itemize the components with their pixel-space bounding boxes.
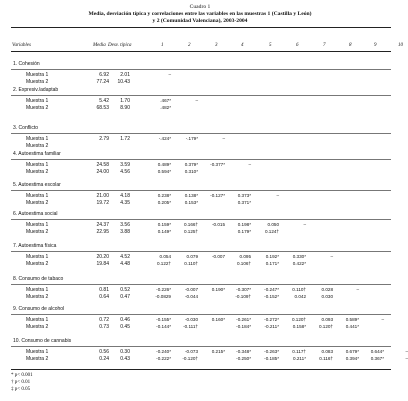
corr-cell: – (405, 349, 408, 354)
row-media: 24.58 (96, 162, 109, 168)
corr-cell: 0.054 (159, 254, 171, 259)
corr-cell: 0.158* (292, 324, 306, 329)
row-media: 19.84 (96, 261, 109, 267)
corr-cell: 0.124† (264, 229, 279, 234)
row-label: Muestra 1 (26, 254, 49, 260)
corr-cell: 0.042 (294, 294, 306, 299)
corr-cell: .467* (160, 98, 171, 103)
corr-cell: 0.153* (184, 200, 198, 205)
row-label: Muestra 2 (26, 143, 49, 149)
corr-cell: -0.263* (264, 349, 279, 354)
corr-cell: 0.125† (183, 229, 198, 234)
corr-cell: -0.211* (264, 324, 279, 329)
row-media: 0.56 (99, 349, 109, 355)
corr-cell: 0.192* (265, 254, 279, 259)
corr-cell: 0.050 (267, 222, 279, 227)
section-title: 6. Autoestima social (13, 211, 58, 217)
row-label: Muestra 1 (26, 162, 49, 168)
section-rule (11, 190, 391, 191)
row-label: Muestra 1 (26, 349, 49, 355)
corr-cell: -0.030 (184, 317, 198, 322)
table-number: Cuadro 1 (189, 4, 211, 10)
row-desv: 10.43 (117, 79, 130, 85)
section-title: 7. Autoestima física (13, 243, 57, 249)
corr-cell: -0.348* (236, 349, 251, 354)
corr-cell: 0.373* (237, 193, 251, 198)
row-media: 24.37 (96, 222, 109, 228)
row-desv: 0.30 (120, 349, 130, 355)
row-label: Muestra 1 (26, 72, 49, 78)
corr-cell: -0.272* (264, 317, 279, 322)
corr-cell: 0.679* (345, 349, 359, 354)
corr-cell: 0.110† (292, 287, 306, 292)
corr-cell: 0.367* (370, 356, 384, 361)
corr-cell: 0.190* (211, 287, 225, 292)
row-desv: 4.48 (120, 261, 130, 267)
corr-cell: 0.160* (211, 317, 225, 322)
section-title: 4. Autoestima familiar (13, 151, 61, 157)
row-desv: 0.47 (120, 294, 130, 300)
row-media: 24.00 (96, 169, 109, 175)
corr-cell: – (330, 254, 333, 259)
corr-cell: -0.111† (183, 324, 198, 329)
corr-cell: 0.106† (236, 261, 251, 266)
corr-cell: 0.211* (293, 356, 306, 361)
bottom-rule (11, 369, 391, 370)
header-rule (11, 51, 391, 52)
row-label: Muestra 2 (26, 324, 49, 330)
header-col-1: 1 (161, 43, 164, 48)
section-title: 9. Consumo de alcohol (13, 306, 65, 312)
section-rule (11, 314, 391, 315)
section-title: 10. Consumo de cannabis (13, 338, 72, 344)
corr-cell: 0.310* (184, 169, 198, 174)
row-label: Muestra 2 (26, 169, 49, 175)
corr-cell: -0.250* (236, 356, 251, 361)
row-label: Muestra 1 (26, 193, 49, 199)
header-col-6: 6 (296, 43, 299, 48)
corr-cell: 0.205* (157, 200, 171, 205)
corr-cell: -0.127* (210, 193, 225, 198)
footnote: ‡ p< 0.05 (11, 387, 31, 392)
corr-cell: 0.441* (345, 324, 359, 329)
corr-cell: 0.083 (321, 349, 333, 354)
row-media: 21.00 (96, 193, 109, 199)
corr-cell: -0.377* (210, 162, 225, 167)
section-rule (11, 284, 391, 285)
row-desv: 3.56 (120, 222, 130, 228)
corr-cell: 0.138* (184, 193, 198, 198)
row-media: 19.72 (96, 200, 109, 206)
section-rule (11, 251, 391, 252)
corr-cell: – (168, 72, 171, 77)
row-desv: 3.88 (120, 229, 130, 235)
corr-cell: – (405, 356, 408, 361)
section-title: 8. Consumo de tabaco (13, 276, 64, 282)
top-rule (11, 27, 391, 28)
corr-cell: – (248, 162, 251, 167)
row-desv: 0.43 (120, 356, 130, 362)
corr-cell: – (356, 287, 359, 292)
row-desv: 4.52 (120, 254, 130, 260)
corr-cell: -0.007 (184, 287, 198, 292)
corr-cell: -0.307* (236, 287, 251, 292)
footnote: * p< 0.001 (11, 373, 33, 378)
corr-cell: -0.222* (156, 356, 171, 361)
corr-cell: 0.330* (292, 254, 306, 259)
corr-cell: -0.0829 (155, 294, 171, 299)
header-col-4: 4 (241, 43, 244, 48)
corr-cell: -0.015 (211, 222, 225, 227)
row-desv: 2.01 (120, 72, 130, 78)
row-label: Muestra 1 (26, 136, 49, 142)
corr-cell: -0.073 (184, 349, 198, 354)
corr-cell: 0.379* (184, 162, 198, 167)
corr-cell: 0.122† (156, 261, 171, 266)
section-title: 1. Cohesión (13, 61, 40, 67)
corr-cell: -0.185* (264, 356, 279, 361)
row-label: Muestra 2 (26, 229, 49, 235)
corr-cell: 0.110† (184, 261, 198, 266)
row-label: Muestra 1 (26, 287, 49, 293)
header-col-2: 2 (188, 43, 191, 48)
corr-cell: 0.093 (321, 317, 333, 322)
corr-cell: 0.594* (157, 169, 171, 174)
corr-cell: 0.166† (183, 222, 198, 227)
section-title: 5. Autoestima escolar (13, 182, 61, 188)
row-label: Muestra 1 (26, 317, 49, 323)
corr-cell: – (222, 136, 225, 141)
corr-cell: 0.644* (370, 349, 384, 354)
row-media: 77.24 (96, 79, 109, 85)
corr-cell: 0.179* (237, 229, 251, 234)
corr-cell: 0.116† (319, 356, 333, 361)
corr-cell: 0.589* (345, 317, 359, 322)
corr-cell: -0.226* (156, 287, 171, 292)
corr-cell: 0.198* (237, 222, 251, 227)
header-media: Media (93, 43, 106, 48)
corr-cell: -0.155* (156, 317, 171, 322)
corr-cell: -.424* (158, 136, 171, 141)
header-desv: Desv. típica (108, 43, 132, 48)
corr-cell: 0.028 (321, 287, 333, 292)
section-rule (11, 69, 391, 70)
corr-cell: 0.394* (345, 356, 359, 361)
corr-cell: -0.184* (236, 324, 251, 329)
corr-cell: -0.044 (184, 294, 198, 299)
header-col-5: 5 (269, 43, 272, 48)
header-col-7: 7 (323, 43, 326, 48)
section-title: 3. Conflicto (13, 125, 39, 131)
footnote: † p< 0.01 (11, 380, 31, 385)
corr-cell: -0.120† (182, 356, 198, 361)
row-label: Muestra 2 (26, 261, 49, 267)
row-label: Muestra 1 (26, 98, 49, 104)
corr-cell: -0.144* (156, 324, 171, 329)
row-desv: 1.70 (120, 98, 130, 104)
row-desv: 0.52 (120, 287, 130, 293)
corr-cell: – (276, 193, 279, 198)
row-desv: 0.46 (120, 317, 130, 323)
row-desv: 8.90 (120, 105, 130, 111)
table-title-line2: y 2 (Comunidad Valenciana), 2003-2004 (152, 18, 248, 24)
row-desv: 4.18 (120, 193, 130, 199)
header-variables: Variables (12, 43, 31, 48)
row-media: 0.64 (99, 294, 109, 300)
corr-cell: 0.120† (318, 324, 333, 329)
corr-cell: -0.240* (156, 349, 171, 354)
table-title-line1: Media, desviación típica y correlaciones entre las variables en las muestras 1 (Castilla y León) (88, 11, 312, 17)
section-rule (11, 95, 391, 96)
corr-cell: 0.215* (211, 349, 225, 354)
corr-cell: -0.109† (235, 294, 251, 299)
corr-cell: -0.247* (264, 287, 279, 292)
row-media: 6.92 (99, 72, 109, 78)
row-media: 2.79 (99, 136, 109, 142)
row-media: 0.73 (99, 324, 109, 330)
header-col-3: 3 (215, 43, 218, 48)
row-media: 22.95 (96, 229, 109, 235)
corr-cell: 0.159* (157, 222, 171, 227)
row-media: 20.20 (96, 254, 109, 260)
row-desv: 4.35 (120, 200, 130, 206)
corr-cell: 0.371* (237, 200, 251, 205)
row-desv: 1.72 (120, 136, 130, 142)
row-label: Muestra 2 (26, 200, 49, 206)
corr-cell: 0.079 (186, 254, 198, 259)
row-desv: 0.45 (120, 324, 130, 330)
corr-cell: .482* (160, 105, 171, 110)
row-label: Muestra 2 (26, 79, 49, 85)
header-col-9: 9 (374, 43, 377, 48)
corr-cell: 0.171* (265, 261, 279, 266)
row-media: 5.42 (99, 98, 109, 104)
row-media: 0.72 (99, 317, 109, 323)
corr-cell: – (381, 317, 384, 322)
section-rule (11, 133, 391, 134)
corr-cell: – (195, 98, 198, 103)
row-label: Muestra 1 (26, 222, 49, 228)
row-media: 68.53 (96, 105, 109, 111)
corr-cell: -.179* (185, 136, 198, 141)
corr-cell: – (303, 222, 306, 227)
corr-cell: -0.007 (211, 254, 225, 259)
row-desv: 3.59 (120, 162, 130, 168)
section-rule (11, 346, 391, 347)
row-media: 0.81 (99, 287, 109, 293)
corr-cell: -0.261* (236, 317, 251, 322)
corr-cell: 0.422* (292, 261, 306, 266)
corr-cell: 0.030 (321, 294, 333, 299)
corr-cell: 0.149* (157, 229, 171, 234)
row-media: 0.24 (99, 356, 109, 362)
row-desv: 4.56 (120, 169, 130, 175)
row-label: Muestra 2 (26, 356, 49, 362)
section-rule (11, 159, 391, 160)
header-col-10: 10 (398, 43, 403, 48)
row-label: Muestra 2 (26, 105, 49, 111)
row-label: Muestra 2 (26, 294, 49, 300)
corr-cell: -0.152* (264, 294, 279, 299)
section-title: 2. Expresiv./adaptab (13, 87, 59, 93)
corr-cell: 0.238* (157, 193, 171, 198)
corr-cell: 0.117† (292, 349, 306, 354)
corr-cell: 0.489* (157, 162, 171, 167)
corr-cell: 0.095 (239, 254, 251, 259)
corr-cell: 0.120† (291, 317, 306, 322)
header-col-8: 8 (349, 43, 352, 48)
section-rule (11, 219, 391, 220)
